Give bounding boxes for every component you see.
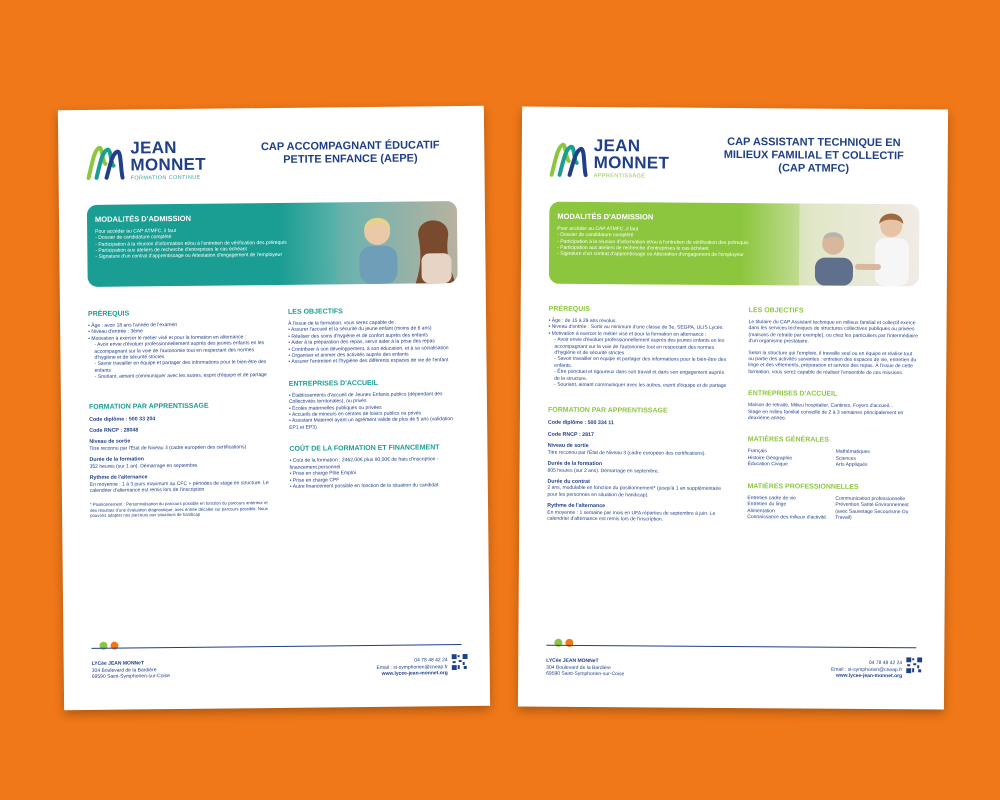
admission-band <box>87 201 458 287</box>
objectifs-section <box>748 306 918 376</box>
logo-name: JEAN MONNET <box>593 136 670 173</box>
objectifs-heading: LES OBJECTIFS <box>287 308 343 316</box>
address-line: 304 Boulevard de la Bardière <box>91 666 157 674</box>
logo-subtitle: FORMATION CONTINUE <box>130 174 201 182</box>
subject-item: Entretien cadre de vie <box>747 494 797 502</box>
prerequis-section <box>88 308 269 381</box>
subject-item: Sciences <box>835 455 856 462</box>
admission-title: MODALITÉS D'ADMISSION <box>557 211 654 222</box>
prerequis-line: • Âge : avoir 18 ans l'année de l'examen <box>88 322 178 329</box>
matieres-generales-section <box>748 436 918 469</box>
subject-item: Prévention Santé Environnement (avec Sauvetage Secourisme Du Travail) <box>835 501 909 521</box>
cout-line: • Autre financement possible en fonction de la situation du candidat <box>289 482 439 490</box>
formation-label: Rythme de l'alternance <box>89 474 148 482</box>
prerequis-line: • Motivation à exercer le métier visé et pour la formation en alternance : <box>548 330 707 338</box>
prerequis-line: - Avoir envie d'évoluer professionnellement auprès des jeunes enfants en les accompagnant sur la voie de l'autonomie tout en respectant des normes d'hygiène et de sécurité strictes <box>94 340 265 361</box>
subject-item: Connaissance des milieux d'activité <box>747 514 827 521</box>
formation-text: En moyenne : 1 semaine par mois en UFA réparties de septembre à juin. Le calendrier d'alternance est remis lors de l'inscription. <box>547 509 716 523</box>
email-address: Email : st-symphorien@cneap.fr <box>376 663 448 671</box>
cout-line: • Prise en charge CPF <box>289 476 340 484</box>
entreprises-line: Maison de retraite, Milieu hospitalier, Cantines, Foyers d'accueil... <box>747 402 894 410</box>
formation-label: Durée du contrat <box>547 478 590 485</box>
right-column <box>288 306 460 498</box>
phone-number: 04 78 48 42 24 <box>868 659 903 667</box>
school-name: LYCée JEAN MONNeT <box>546 657 599 665</box>
entreprises-heading: ENTREPRISES D'ACCUEIL <box>288 379 378 388</box>
entreprises-section <box>289 378 460 431</box>
formation-text: En moyenne : 1 à 3 jours maximum au CFC + périodes de stage en structure. Le calendrier d'alternance est remis lors de l'inscription <box>89 479 269 494</box>
logo-name: JEAN MONNET <box>130 138 207 175</box>
flyer-aepe <box>58 106 490 710</box>
left-column <box>547 305 729 532</box>
subject-item: Français <box>747 448 767 455</box>
formation-text: 2 ans, modulable en fonction du positionnement* (jusqu'à 1 an supplémentaire pour les personnes en situation de handicap). <box>547 485 722 499</box>
right-column <box>747 306 919 529</box>
objectifs-text: Le titulaire du CAP Assistant technique en milieux familial et collectif exerce dans les services techniques de structures collectives publiques ou privées (maisons de retraite par exemple), ou chez les particuliers par l'intermédiaire d'un organisme prestataire. <box>748 319 918 345</box>
website-link[interactable]: www.lycee-jean-monnet.org <box>381 670 448 677</box>
admission-text: Pour accéder au CAP ATMFC, il faut - Dossier de candidature complété - Participation à la réunion d'information et/ou à l'entretien de vérification des prérequis - Participation aux ateliers de recherche d'entreprises le cas échéant - Signature d'un contrat d'apprentissage ou Attestation d'engagement de l'employeur <box>95 228 287 261</box>
entreprises-line: • Établissements d'accueil de Jeunes Enfants publics (dépendant des Collectivités territoriales), ou privés <box>288 391 443 406</box>
subject-item: Arts Appliqués <box>835 461 868 469</box>
prerequis-line: - Souriant, aimant communiquer avec les autres, esprit d'équipe et de partage <box>94 372 267 381</box>
flyer-atmfc <box>518 107 948 710</box>
cout-line: • Prise en charge Pôle Emploi <box>289 470 356 477</box>
entreprises-heading: ENTREPRISES D'ACCUEIL <box>748 390 838 398</box>
admission-text: Pour accéder au CAP ATMFC, il faut - Dossier de candidature complété - Participation à la réunion d'information et/ou à l'entretien de vérification des prérequis - Participation aux ateliers de recherche d'entreprises le cas échéant - Signature d'un contrat d'apprentissage ou Attestation d'engagement de l'employeur <box>557 225 749 259</box>
formation-text: Titre reconnu par l'État de Niveau 3 (cadre européen des certifications). <box>547 449 706 457</box>
objectifs-section <box>288 306 459 366</box>
phone-number: 04 78 48 42 24 <box>414 657 448 664</box>
document-title: CAP ACCOMPAGNANT ÉDUCATIF PETITE ENFANCE (AEPE) <box>260 139 440 166</box>
formation-label: Durée de la formation <box>89 456 145 464</box>
address-line: 69590 Saint-Symphorien-sur-Coise <box>546 670 625 678</box>
entreprises-section <box>748 389 918 422</box>
cout-section <box>289 443 459 490</box>
formation-label: Niveau de sortie <box>547 442 589 450</box>
footer-address <box>92 660 170 680</box>
footer-contact <box>831 660 902 680</box>
school-name: LYCée JEAN MONNeT <box>91 660 145 667</box>
formation-label: Code RNCP : 28048 <box>89 427 139 434</box>
objectifs-line: • Contribuer à son développement, à son éducation, et à sa socialisation <box>288 344 449 353</box>
logo-m-icon <box>86 142 124 182</box>
prerequis-line: • Motivation à exercer le métier visé et pour la formation en alternance : <box>88 334 247 342</box>
cout-heading: COÛT DE LA FORMATION ET FINANCEMENT <box>289 444 440 454</box>
subject-item: Communication professionnelle <box>835 495 906 502</box>
footer-contact <box>376 657 447 677</box>
objectifs-line: • Assurer l'entretien et l'hygiène des différents espaces de vie de l'enfant <box>288 357 449 366</box>
entreprises-line: Stage en milieu familial conseillé de 2 à 3 semaines principalement en deuxième année. <box>747 408 904 422</box>
objectifs-line: • Réaliser des soins d'hygiène et de confort auprès des enfants <box>288 332 429 340</box>
prerequis-heading: PRÉREQUIS <box>548 305 590 313</box>
formation-label: Code diplôme : 500 33 204 <box>89 415 156 423</box>
objectifs-line: • Assurer l'accueil et la sécurité du jeune enfant (moins de 6 ans) <box>288 325 432 334</box>
formation-section <box>547 406 728 523</box>
footer-divider <box>92 644 462 649</box>
entreprises-line: • Accueils de mineurs en centres de loisirs publics ou privés <box>289 410 422 418</box>
prerequis-line: - Savoir travailler en équipe et partager des informations pour le bien-être des enfants <box>94 359 267 374</box>
prerequis-line: • Niveau d'entrée : Sortir au minimum d'une classe de 3e, SEGPA, ULIS Lycée. <box>548 324 724 332</box>
prerequis-line: - Souriant, aimant communiquer avec les autres, esprit d'équipe et de partage <box>554 381 727 390</box>
subject-item: Entretien du linge <box>747 501 787 508</box>
objectifs-text: Selon la structure qui l'emploie, il travaille seul ou en équipe et réalise tout ou partie des activités suivantes : entretien des espaces de vie, entretien du linge et des vêtements, préparation et service des repas. À l'issue de cette formation, vous serez capable de réaliser l'ensemble de ces missions. <box>748 349 917 377</box>
subject-item: Éducation Civique <box>747 461 788 468</box>
formation-text: Titre reconnu par l'État de Niveau 3 (cadre européen des certifications) <box>89 444 247 452</box>
prerequis-section <box>548 305 729 390</box>
logo-subtitle: APPRENTISSAGE <box>593 173 646 180</box>
qr-code-icon <box>452 654 468 670</box>
admission-title: MODALITÉS D'ADMISSION <box>94 213 192 224</box>
logo <box>550 137 710 186</box>
formation-heading: FORMATION PAR APPRENTISSAGE <box>88 402 209 411</box>
prerequis-line: - Être ponctuel et rigoureux dans son travail et dans son engagement auprès de la structure. <box>554 369 725 382</box>
footer-address <box>546 658 624 678</box>
entreprises-line: • Écoles maternelles publiques ou privées <box>288 404 382 412</box>
admission-band <box>549 202 920 287</box>
objectifs-line: • Organiser et animer des activités auprès des enfants <box>288 351 409 359</box>
matieres-pro-heading: MATIÈRES PROFESSIONNELLES <box>747 482 859 491</box>
email-address: Email : st-symphorien@cneap.fr <box>830 666 903 673</box>
objectifs-line: • Aider à la préparation des repas, servir aider à la prise des repas <box>288 338 435 347</box>
matieres-pro-section <box>747 482 917 522</box>
cout-line: • Coût de la formation : 2462,00€ plus 90,00€ de frais d'inscription - financement personnel <box>289 456 439 471</box>
footer-divider <box>546 645 916 649</box>
address-line: 304 Boulevard de la Bardière <box>546 664 611 671</box>
formation-label: Rythme de l'alternance <box>547 502 606 510</box>
subject-item: Alimentation <box>747 507 775 514</box>
entreprises-line: • Assistant Maternel ayant un agrément valide de plus de 5 ans (validation EP1 et EP3) <box>289 416 453 431</box>
formation-section <box>89 401 270 519</box>
positioning-note: * Positionnement : Personnalisation du parcours possible en fonction du parcours antérieur et des résultats d'une évaluation diagnostique, avec entrée décalée sur parcours possible. Nous pouvons adapter nos parcours aux situations de handicap <box>89 500 268 519</box>
prerequis-heading: PRÉREQUIS <box>87 310 130 318</box>
subject-item: Mathématiques <box>835 449 870 456</box>
formation-label: Code RNCP : 2817 <box>547 431 594 438</box>
prerequis-line: - Avoir envie d'évoluer professionnellement auprès des jeunes enfants en les accompagnant sur la voie de l'autonomie tout en respectant des normes d'hygiène et de sécurité strictes <box>554 336 725 357</box>
website-link[interactable]: www.lycee-jean-monnet.org <box>835 672 903 680</box>
matieres-generales-heading: MATIÈRES GÉNÉRALES <box>747 436 829 445</box>
left-column <box>88 308 270 526</box>
objectifs-line: À l'issue de la formation, vous serez capable de : <box>288 319 397 327</box>
formation-label: Code diplôme : 500 334 11 <box>547 420 614 427</box>
logo <box>86 138 246 188</box>
prerequis-line: • Âge : de 15 à 29 ans révolus. <box>548 317 617 325</box>
objectifs-heading: LES OBJECTIFS <box>748 307 804 315</box>
logo-m-icon <box>550 139 588 179</box>
formation-label: Durée de la formation <box>547 460 603 468</box>
formation-text: 805 heures (sur 2 ans). Démarrage en septembre. <box>547 467 660 474</box>
formation-label: Niveau de sortie <box>89 438 131 446</box>
prerequis-line: • Niveau d'entrée : 3ème <box>88 328 143 336</box>
address-line: 69590 Saint-Symphorien-sur-Coise <box>91 673 170 680</box>
formation-heading: FORMATION PAR APPRENTISSAGE <box>547 407 668 416</box>
subject-item: Histoire Géographie <box>747 454 793 462</box>
document-title: CAP ASSISTANT TECHNIQUE EN MILIEUX FAMILIAL ET COLLECTIF (CAP ATMFC) <box>723 135 904 175</box>
formation-text: 352 heures (sur 1 an). Démarrage en septembre. <box>89 462 199 470</box>
qr-code-icon <box>906 657 922 673</box>
prerequis-line: - Savoir travailler en équipe et partager des informations pour le bien-être des enfants. <box>554 356 727 369</box>
